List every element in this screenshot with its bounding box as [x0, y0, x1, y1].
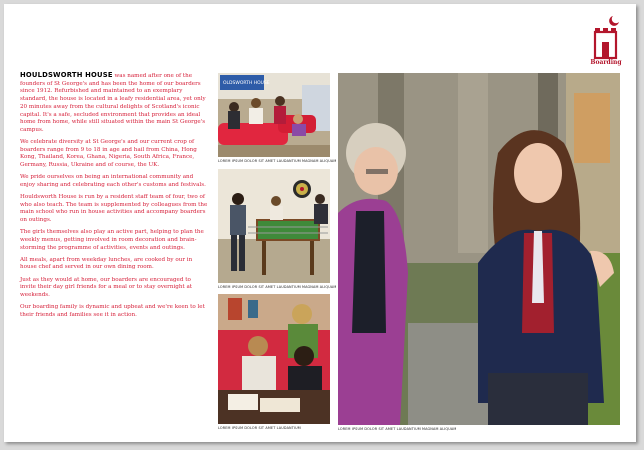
photo-reading [218, 294, 330, 424]
intro-text: was named after one of the founders of St George's and has been the home of our boarders since 1912. Refurbished and maintained to an exemplary standard, the house is located in a leafy residential area, yet only 20 minutes away from the cultural delights of Scotland's iconic capital. It's a safe, secluded environment that provides an ideal home from home, while still situated within the main St George's campus. [20, 73, 206, 133]
paragraph-friends: Just as they would at home, our boarders are encouraged to invite their day girl friends for a meal or to stay overnight at weekends. [20, 276, 193, 298]
paragraph-staff: Houldsworth House is run by a resident staff team of four, two of who also teach. The team is supplemented by colleagues from the main school who run in house activities and accompany boarders on outings. [20, 194, 208, 224]
article-text [20, 72, 208, 324]
caption-photo1: LOREM IPSUM DOLOR SIT AMET LAUDANTIUM MAGNAM ALIQUAM [218, 159, 337, 163]
paragraph-girls: The girls themselves also play an active part, helping to plan the weekly menus, getting involved in room decoration and brain-storming the programme of activities, events and outings. [20, 229, 204, 251]
paragraph-intro [20, 72, 208, 135]
brochure-spread [4, 4, 636, 442]
paragraph-community: We pride ourselves on being an international community and enjoy sharing and celebrating each other's customs and festivals. [20, 174, 206, 188]
castle-tower-icon [589, 12, 623, 62]
caption-photo4: LOREM IPSUM DOLOR SIT AMET LAUDANTIUM MAGNAM ALIQUAM [338, 427, 457, 431]
article-lead: HOULDSWORTH HOUSE [20, 71, 113, 79]
house-sign-text: OLDSWORTH HOUSE [223, 81, 270, 86]
caption-photo2: LOREM IPSUM DOLOR SIT AMET LAUDANTIUM MAGNAM ALIQUAM [218, 285, 337, 289]
paragraph-diversity: We celebrate diversity at St George's and our current crop of boarders range from 9 to 18 in age and hail from China, Hong Kong, Thailand, Korea, Ghana, Nigeria, South Africa, France, Germany, Russia, Ukraine and of course, the UK. [20, 139, 197, 169]
paragraph-family: Our boarding family is dynamic and upbeat and we're keen to let their friends and families see it in action. [20, 304, 205, 318]
photo-main-portrait [338, 73, 620, 425]
section-label: Boarding [590, 59, 622, 66]
caption-photo3: LOREM IPSUM DOLOR SIT AMET LAUDANTIUM [218, 426, 301, 430]
photo-common-room [218, 73, 330, 157]
photo-table-football [218, 169, 330, 283]
paragraph-meals: All meals, apart from weekday lunches, are cooked by our in house chef and served in our own dining room. [20, 256, 193, 271]
